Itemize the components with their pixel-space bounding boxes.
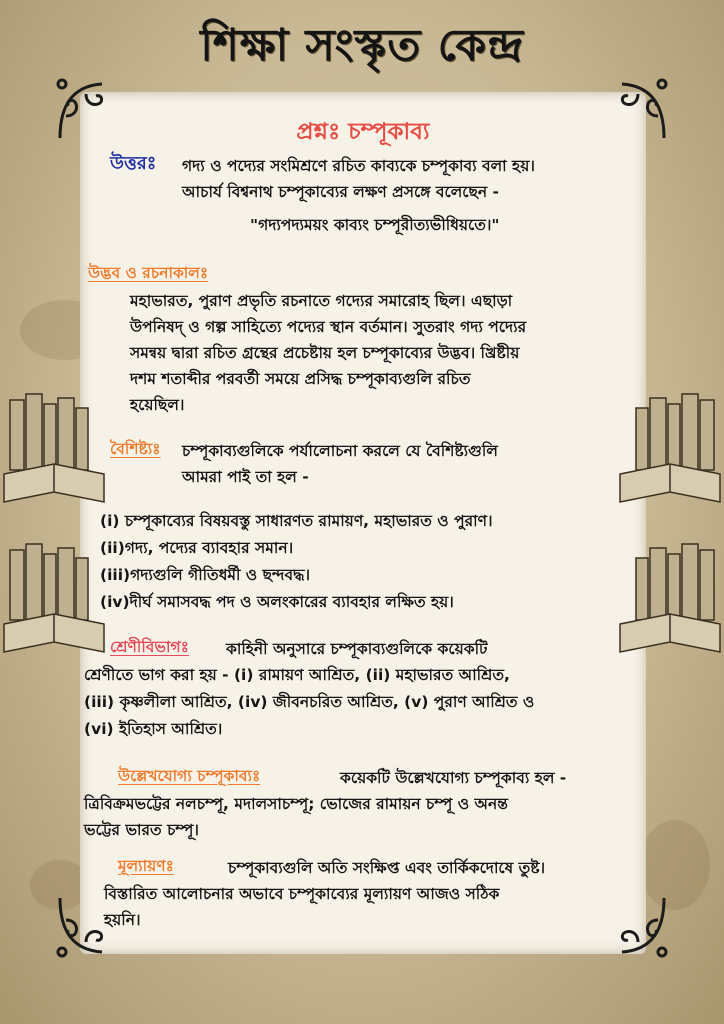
notable-heading: উল্লেখযোগ্য চম্পূকাব্যঃ xyxy=(118,767,261,785)
answer-heading: উত্তরঃ xyxy=(110,153,157,174)
classification-line: শ্রেণীতে ভাগ করা হয় - (i) রামায়ণ আশ্রিত, (ii) মহাভারত আশ্রিত, xyxy=(84,666,510,684)
origin-heading: উদ্ভব ও রচনাকালঃ xyxy=(88,264,209,282)
classification-line: কাহিনী অনুসারে চম্পূকাব্যগুলিকে কয়েকটি xyxy=(226,640,488,658)
features-line: আমরা পাই তা হল - xyxy=(182,468,309,486)
question-title: প্রশ্নঃ চম্পূকাব্য xyxy=(296,119,430,145)
features-item: (i) চম্পূকাব্যের বিষয়বস্তু সাধারণত রামায়ণ, মহাভারত ও পুরাণ। xyxy=(100,512,493,530)
evaluation-line: বিস্তারিত আলোচনার অভাবে চম্পূকাব্যের মূল্যায়ণ আজও সঠিক xyxy=(104,885,500,903)
origin-line: দশম শতাব্দীর পরবর্তী সময়ে প্রসিদ্ধ চম্পূকাব্যগুলি রচিত xyxy=(130,370,471,388)
notable-line: কয়েকটি উল্লেখযোগ্য চম্পূকাব্য হল - xyxy=(340,769,567,787)
answer-quote: "গদ্যপদ্যময়ং কাব্যং চম্পূরীত্যভীধিয়তে।" xyxy=(250,216,500,234)
features-item: (ii)গদ্য, পদ্যের ব্যাবহার সমান। xyxy=(100,539,294,557)
evaluation-line: চম্পূকাব্যগুলি অতি সংক্ষিপ্ত এবং তার্কিকদোষে তুষ্ট। xyxy=(228,859,546,877)
books-illustration-icon xyxy=(614,540,724,660)
features-item: (iii)গদ্যগুলি গীতিধর্মী ও ছন্দবদ্ধ। xyxy=(100,566,310,584)
notable-line: ভট্টের ভারত চম্পূ। xyxy=(84,821,199,839)
features-item: (iv)দীর্ঘ সমাসবদ্ধ পদ ও অলংকারের ব্যাবহার লক্ষিত হয়। xyxy=(100,593,454,611)
page-title: শিক্ষা সংস্কৃত কেন্দ্র xyxy=(200,20,524,71)
features-line: চম্পূকাব্যগুলিকে পর্যালোচনা করলে যে বৈশিষ্ট্যগুলি xyxy=(182,442,498,460)
books-illustration-icon xyxy=(0,390,110,510)
books-illustration-icon xyxy=(614,390,724,510)
ornate-corner-icon xyxy=(602,890,672,960)
origin-line: সমন্বয় দ্বারা রচিত গ্রন্থের প্রচেষ্টায় হল চম্পূকাব্যের উদ্ভব। খ্রিষ্টীয় xyxy=(130,344,520,362)
classification-line: (vi) ইতিহাস আশ্রিত। xyxy=(84,720,223,738)
origin-line: উপনিষদ্ ও গল্প সাহিত্যে পদ্যের স্থান বর্তমান। সুতরাং গদ্য পদ্যের xyxy=(130,318,527,336)
classification-line: (iii) কৃষ্ণলীলা আশ্রিত, (iv) জীবনচরিত আশ্রিত, (v) পুরাণ আশ্রিত ও xyxy=(84,693,535,711)
origin-line: হয়েছিল। xyxy=(130,396,185,414)
origin-line: মহাভারত, পুরাণ প্রভৃতি রচনাতে গদ্যের সমারোহ ছিল। এছাড়া xyxy=(130,292,513,310)
answer-line: আচার্য বিশ্বনাথ চম্পূকাব্যের লক্ষণ প্রসঙ্গে বলেছেন - xyxy=(182,183,499,201)
features-heading: বৈশিষ্ট্যঃ xyxy=(110,440,161,458)
evaluation-line: হয়নি। xyxy=(104,911,141,929)
books-illustration-icon xyxy=(0,540,110,660)
answer-line: গদ্য ও পদ্যের সংমিশ্রণে রচিত কাব্যকে চম্পূকাব্য বলা হয়। xyxy=(182,157,535,175)
classification-heading: শ্রেণীবিভাগঃ xyxy=(110,638,189,656)
notable-line: ত্রিবিক্রমভট্টের নলচম্পূ, মদালসাচম্পূ; ভোজের রামায়ন চম্পূ ও অনন্ত xyxy=(84,795,508,813)
evaluation-heading: মূল্যায়ণঃ xyxy=(118,857,174,875)
